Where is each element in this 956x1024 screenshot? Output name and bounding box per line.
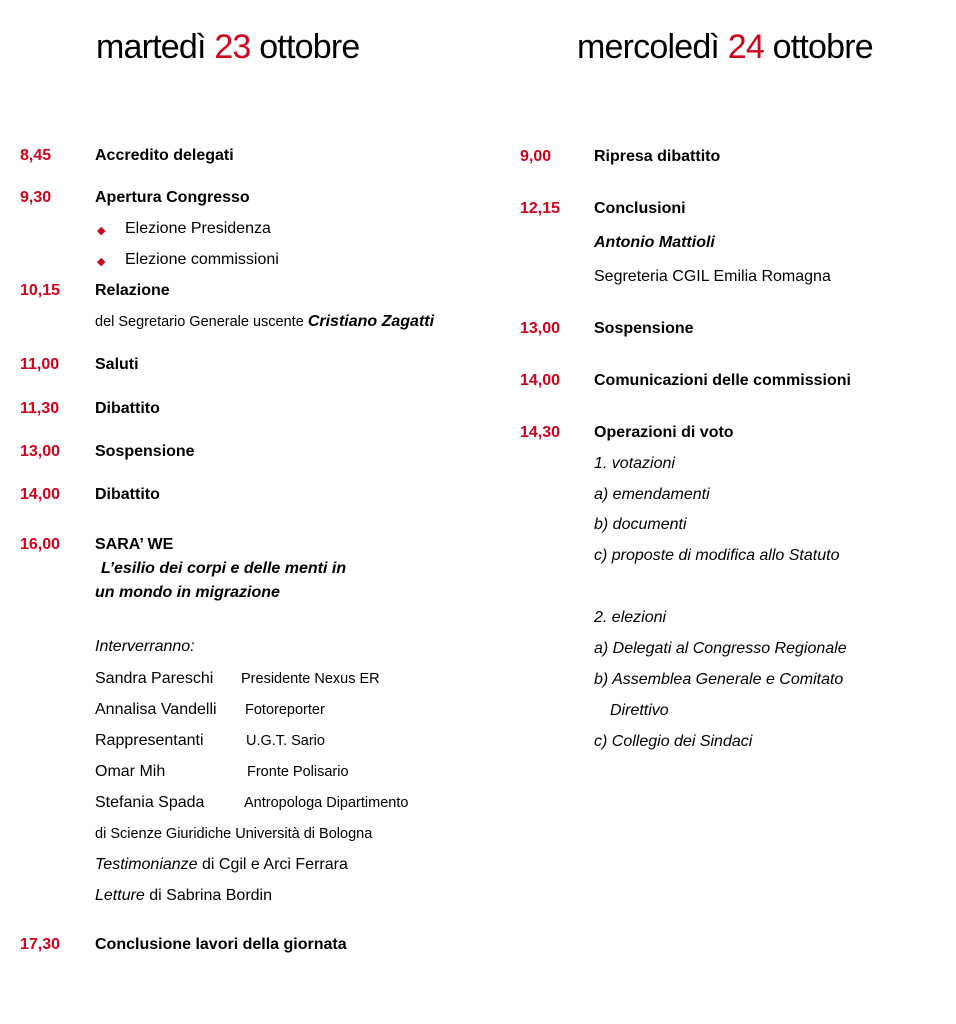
vote-item: 1. votazioni — [594, 455, 675, 472]
bullet-item: Elezione commissioni — [125, 251, 279, 268]
speaker-name: Annalisa Vandelli — [95, 701, 217, 718]
speaker-role: Antropologa Dipartimento — [244, 795, 409, 811]
speaker-role: Fronte Polisario — [247, 764, 349, 780]
closing-speaker: Antonio Mattioli — [594, 234, 715, 251]
letture-text: di Sabrina Bordin — [144, 887, 272, 904]
day1-weekday: martedì — [96, 28, 206, 66]
day2-heading — [577, 30, 873, 64]
speakers-intro: Interverranno: — [95, 638, 195, 655]
vote-item: b) documenti — [594, 516, 687, 533]
day2-month: ottobre — [772, 28, 873, 66]
testimonianze-label: Testimonianze — [95, 856, 198, 873]
vote-item: b) Assemblea Generale e Comitato — [594, 671, 844, 688]
schedule-time: 10,15 — [20, 282, 61, 299]
event-subtitle: un mondo in migrazione — [95, 584, 280, 601]
vote-item: a) Delegati al Congresso Regionale — [594, 640, 847, 657]
schedule-label: Apertura Congresso — [95, 189, 250, 206]
letture-label: Letture — [95, 887, 145, 904]
schedule-time: 16,00 — [20, 536, 61, 553]
bullet-icon: ◆ — [97, 225, 106, 237]
schedule-label: Conclusione lavori della giornata — [95, 936, 347, 953]
schedule-label: Comunicazioni delle commissioni — [594, 372, 851, 389]
schedule-label: Dibattito — [95, 486, 160, 503]
vote-item: a) emendamenti — [594, 486, 710, 503]
day2-weekday: mercoledì — [577, 28, 720, 66]
vote-item: Direttivo — [610, 702, 669, 719]
testimonianze-line — [95, 856, 348, 874]
speaker-name: Omar Mih — [95, 763, 166, 780]
schedule-label: Conclusioni — [594, 200, 686, 217]
testimonianze-text: di Cgil e Arci Ferrara — [197, 856, 348, 873]
schedule-time: 11,30 — [20, 400, 60, 417]
report-detail — [95, 313, 434, 331]
schedule-time: 9,00 — [520, 148, 552, 165]
schedule-label: Accredito delegati — [95, 147, 234, 164]
bullet-item: Elezione Presidenza — [125, 220, 271, 237]
schedule-time: 13,00 — [520, 320, 561, 337]
event-subtitle: L’esilio dei corpi e delle menti in — [101, 560, 347, 577]
schedule-label: Operazioni di voto — [594, 424, 734, 441]
speaker-role: U.G.T. Sario — [246, 733, 325, 749]
day1-date: 23 — [214, 28, 251, 66]
vote-item: c) proposte di modifica allo Statuto — [594, 547, 840, 564]
report-speaker: Cristiano Zagatti — [307, 313, 435, 330]
speaker-role: Fotoreporter — [245, 702, 325, 718]
vote-item: c) Collegio dei Sindaci — [594, 733, 753, 750]
schedule-label: Sospensione — [95, 443, 195, 460]
schedule-label: Sospensione — [594, 320, 694, 337]
day1-month: ottobre — [259, 28, 360, 66]
letture-line — [95, 887, 272, 905]
speaker-role: Presidente Nexus ER — [241, 671, 380, 687]
vote-item: 2. elezioni — [594, 609, 667, 626]
schedule-label: Ripresa dibattito — [594, 148, 721, 165]
day2-date: 24 — [727, 28, 764, 66]
schedule-time: 17,30 — [20, 936, 61, 953]
speaker-name: Rappresentanti — [95, 732, 204, 749]
schedule-time: 11,00 — [20, 356, 60, 373]
schedule-label: Relazione — [95, 282, 170, 299]
schedule-time: 12,15 — [520, 200, 561, 217]
bullet-icon: ◆ — [97, 256, 106, 268]
schedule-label: SARA’ WE — [95, 536, 174, 553]
schedule-label: Saluti — [95, 356, 139, 373]
schedule-time: 9,30 — [20, 189, 52, 206]
schedule-time: 14,30 — [520, 424, 561, 441]
speaker-name: Sandra Pareschi — [95, 670, 214, 687]
schedule-time: 13,00 — [20, 443, 61, 460]
schedule-label: Dibattito — [95, 400, 160, 417]
day1-heading — [96, 30, 359, 64]
speaker-name: Stefania Spada — [95, 794, 205, 811]
closing-speaker-role: Segreteria CGIL Emilia Romagna — [594, 268, 831, 285]
report-detail-text: del Segretario Generale uscente — [95, 314, 304, 330]
schedule-time: 14,00 — [20, 486, 61, 503]
speaker-role-continued: di Scienze Giuridiche Università di Bologna — [95, 826, 373, 842]
schedule-time: 14,00 — [520, 372, 561, 389]
schedule-time: 8,45 — [20, 147, 52, 164]
